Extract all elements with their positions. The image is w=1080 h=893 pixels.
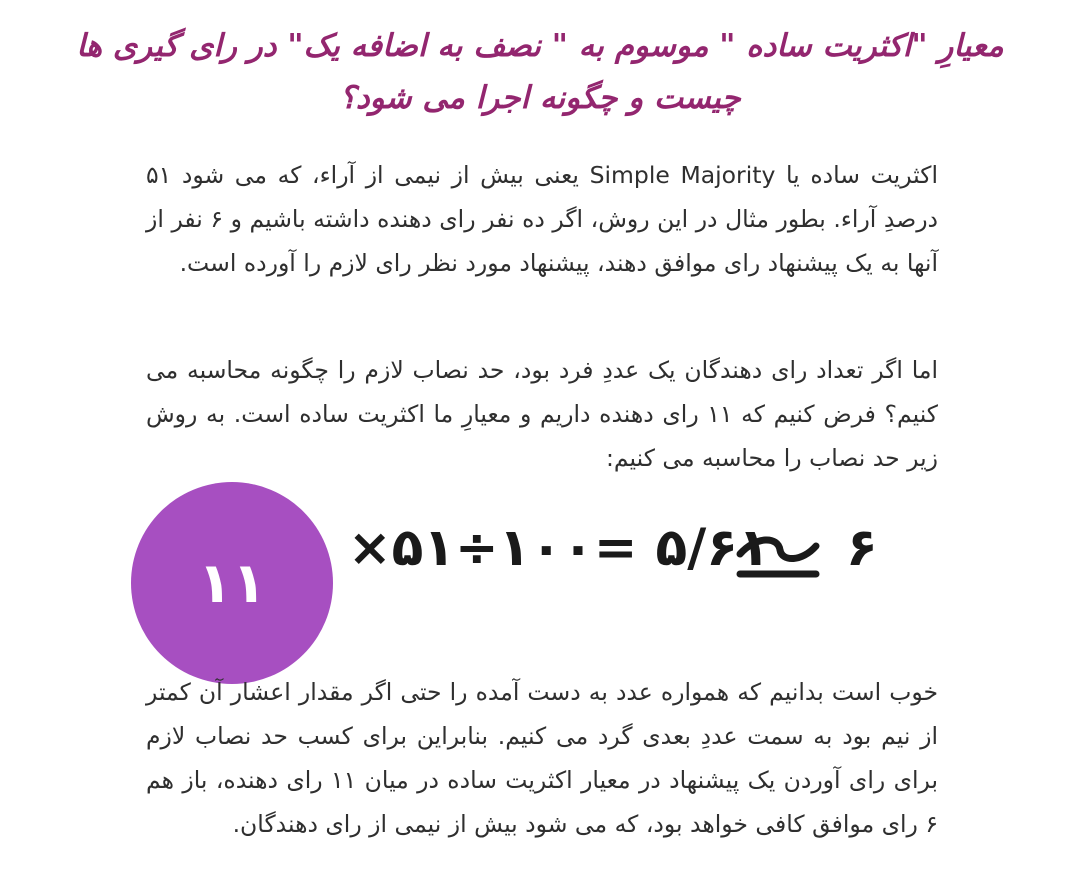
voters-count-circle: ۱۱: [131, 482, 333, 684]
page-title: معیارِ "اکثریت ساده " موسوم به " نصف به اضافه یک" در رای گیری ها چیست و چگونه اجرا می شود؟: [76, 28, 1004, 116]
formula-result: ۶: [846, 518, 878, 578]
paragraph-definition: اکثریت ساده یا Simple Majority یعنی بیش از نیمی از آراء، که می شود ۵۱ درصدِ آراء. بطور مثال در این روش، اگر ده نفر رای دهنده داشته باشیم و ۶ نفر از آنها به یک پیشنهاد رای موافق دهند، پیشنهاد مورد نظر رای لازم را آورده است.: [146, 161, 939, 277]
quorum-formula: [126, 458, 926, 658]
paragraph-odd-voters: اما اگر تعداد رای دهندگان یک عددِ فرد بود، حد نصاب لازم را چگونه محاسبه می کنیم؟ فرض کنیم که ۱۱ رای دهنده داریم و معیارِ ما اکثریت ساده است. به روش زیر حد نصاب را محاسبه می کنیم:: [146, 356, 938, 472]
formula-expression: ×۵۱÷۱۰۰= ۵/۶۱: [348, 518, 770, 578]
approximately-equal-icon: [734, 528, 822, 588]
paragraph-rounding: خوب است بدانیم که همواره عدد به دست آمده را حتی اگر مقدار اعشار آن کمتر از نیم بود به سمت عددِ بعدی گرد می کنیم. بنابراین برای کسب حد نصاب لازم برای رای آوردن یک پیشنهاد در معیار اکثریت ساده در میان ۱۱ رای دهنده، باز هم ۶ رای موافق کافی خواهد بود، که می شود بیش از نیمی از رای دهندگان.: [146, 678, 938, 838]
